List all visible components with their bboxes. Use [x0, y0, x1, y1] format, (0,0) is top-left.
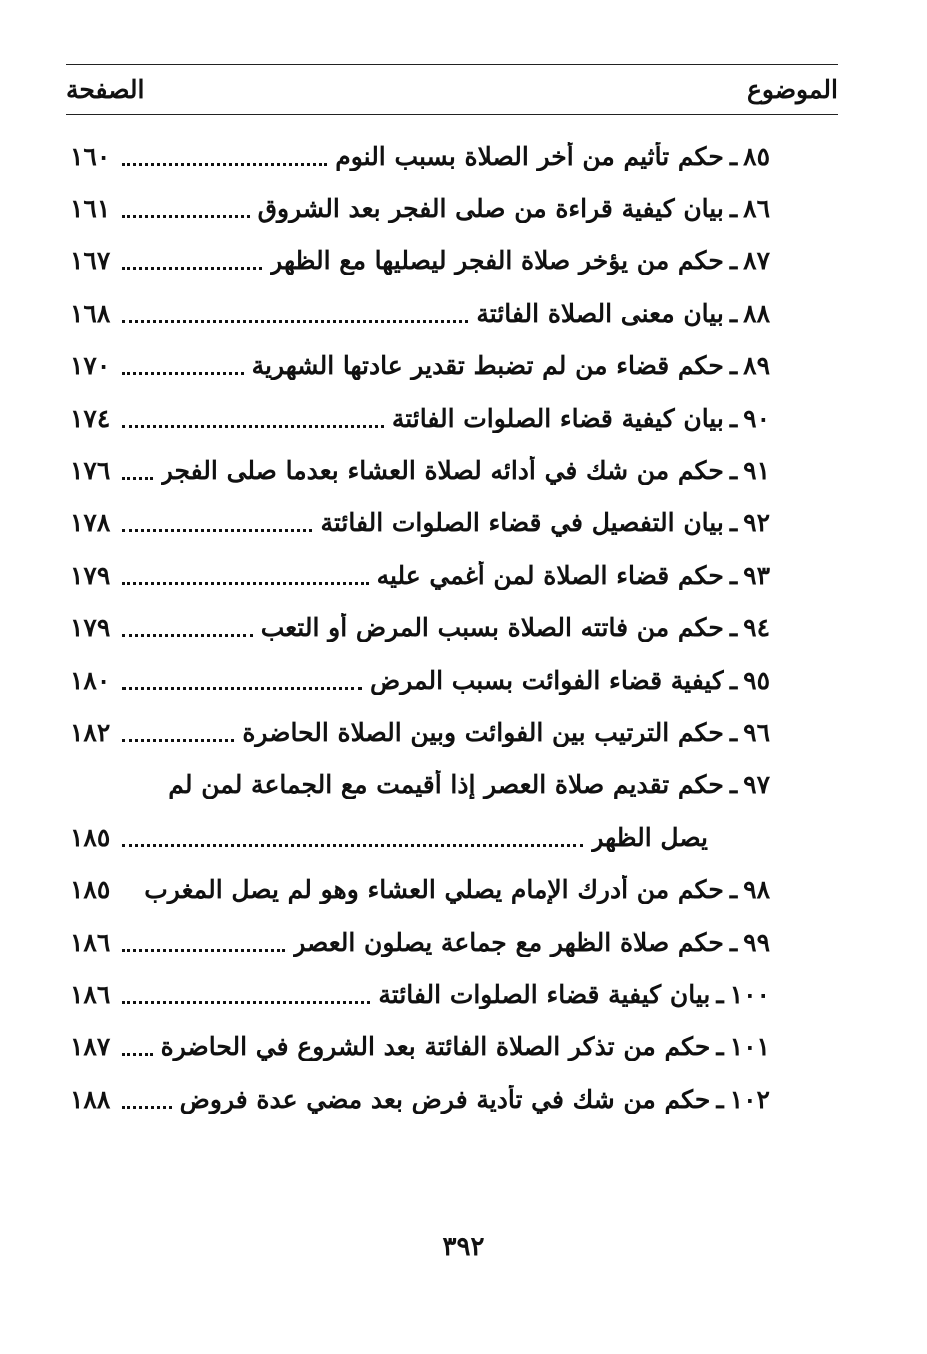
dot-leader	[122, 215, 250, 218]
entry-number: ٨٦	[743, 194, 770, 224]
toc-entry	[70, 130, 770, 182]
entry-title: بيان كيفية قضاء الصلوات الفائتة	[391, 403, 724, 433]
dot-leader	[122, 949, 285, 952]
entry-page: ١٨٥	[70, 875, 111, 905]
entry-page: ١٦٧	[70, 246, 111, 276]
entry-number: ٩٠	[743, 403, 770, 433]
entry-page: ١٨٧	[70, 1032, 111, 1062]
toc-entry	[70, 916, 770, 968]
toc-entry	[70, 968, 770, 1020]
toc-entry	[70, 182, 770, 234]
header-rule	[66, 114, 838, 115]
entry-title-line1: حكم تقديم صلاة العصر إذا أقيمت مع الجماعة لمن لم	[168, 770, 724, 800]
entry-number: ٩٨	[743, 875, 770, 905]
entry-dash: ـ	[729, 141, 738, 171]
entry-number: ٨٧	[743, 246, 770, 276]
entry-page: ١٨٦	[70, 979, 111, 1009]
entry-page: ١٧٩	[70, 613, 111, 643]
dot-leader	[122, 582, 369, 585]
entry-dash: ـ	[729, 508, 738, 538]
dot-leader	[122, 529, 312, 532]
entry-title: بيان معنى الصلاة الفائتة	[476, 298, 724, 328]
toc-header	[66, 68, 838, 110]
entry-page: ١٧٠	[70, 351, 111, 381]
entry-title: كيفية قضاء الفوائت بسبب المرض	[369, 665, 724, 695]
entry-title: حكم من تذكر الصلاة الفائتة بعد الشروع في الحاضرة	[160, 1032, 711, 1062]
toc-entry	[70, 444, 770, 496]
toc-entry	[70, 549, 770, 601]
entry-number: ٩٧	[743, 770, 770, 800]
entry-title: حكم تأثيم من أخر الصلاة بسبب النوم	[335, 141, 724, 171]
entry-dash: ـ	[729, 194, 738, 224]
entry-dash: ـ	[729, 456, 738, 486]
dot-leader	[122, 320, 468, 323]
entry-dash: ـ	[729, 351, 738, 381]
entry-number: ٨٩	[743, 351, 770, 381]
entry-dash: ـ	[729, 613, 738, 643]
entry-dash: ـ	[729, 560, 738, 590]
entry-number: ١٠٠	[729, 979, 770, 1009]
dot-leader	[122, 163, 327, 166]
entry-dash: ـ	[716, 1084, 724, 1114]
topic-column-label: الموضوع	[747, 74, 838, 104]
toc-entry	[70, 602, 770, 654]
entry-page: ١٧٩	[70, 560, 111, 590]
entry-page: ١٨٠	[70, 665, 111, 695]
entry-dash: ـ	[729, 717, 738, 747]
entry-number: ١٠٢	[729, 1084, 770, 1114]
entry-title-line2: يصل الظهر	[591, 822, 708, 852]
entry-title: حكم قضاء الصلاة لمن أغمي عليه	[376, 560, 724, 590]
entry-title: حكم من أدرك الإمام يصلي العشاء وهو لم يصل المغرب	[144, 875, 724, 905]
dot-leader	[122, 1053, 153, 1056]
entry-title: بيان كيفية قراءة من صلى الفجر بعد الشروق	[257, 194, 724, 224]
dot-leader	[122, 1106, 172, 1109]
entry-dash: ـ	[729, 403, 738, 433]
entry-page: ١٦٨	[70, 298, 111, 328]
dot-leader	[122, 477, 153, 480]
entry-number: ١٠١	[729, 1032, 770, 1062]
entry-title: حكم من شك في تأدية فرض بعد مضي عدة فروض	[179, 1084, 711, 1114]
entry-title: حكم من يؤخر صلاة الفجر ليصليها مع الظهر	[270, 246, 724, 276]
entry-page: ١٨٥	[70, 822, 111, 852]
top-rule	[66, 64, 838, 65]
entry-dash: ـ	[716, 1032, 724, 1062]
dot-leader	[122, 896, 136, 899]
toc-entry	[70, 340, 770, 392]
entry-page: ١٨٦	[70, 927, 111, 957]
entry-dash: ـ	[729, 665, 738, 695]
entry-number: ٩٥	[743, 665, 770, 695]
entry-title: حكم صلاة الظهر مع جماعة يصلون العصر	[293, 927, 724, 957]
entry-title: حكم من فاتته الصلاة بسبب المرض أو التعب	[260, 613, 724, 643]
toc-entry	[70, 235, 770, 287]
entry-title: حكم من شك في أدائه لصلاة العشاء بعدما صلى الفجر	[160, 456, 724, 486]
dot-leader	[122, 372, 244, 375]
entry-number: ٨٥	[743, 141, 770, 171]
toc-entries	[70, 130, 770, 1125]
entry-page: ١٧٦	[70, 456, 111, 486]
entry-dash: ـ	[729, 770, 738, 800]
entry-number: ٩١	[743, 456, 770, 486]
entry-title: بيان كيفية قضاء الصلوات الفائتة	[378, 979, 711, 1009]
dot-leader	[122, 739, 234, 742]
entry-page: ١٧٨	[70, 508, 111, 538]
entry-number: ٩٢	[743, 508, 770, 538]
toc-entry	[70, 392, 770, 444]
page-column-label: الصفحة	[66, 74, 145, 104]
dot-leader	[122, 425, 384, 428]
entry-dash: ـ	[729, 927, 738, 957]
entry-page: ١٨٨	[70, 1084, 111, 1114]
dot-leader	[122, 687, 362, 690]
toc-entry-wrapped-line1	[70, 759, 770, 811]
dot-leader	[122, 844, 583, 847]
toc-entry	[70, 287, 770, 339]
entry-page: ١٦٠	[70, 141, 111, 171]
entry-dash: ـ	[729, 246, 738, 276]
entry-number: ٩٩	[743, 927, 770, 957]
toc-entry	[70, 1073, 770, 1125]
toc-entry	[70, 706, 770, 758]
toc-entry	[70, 654, 770, 706]
entry-dash: ـ	[729, 298, 738, 328]
entry-number: ٨٨	[743, 298, 770, 328]
entry-title: حكم قضاء من لم تضبط تقدير عادتها الشهرية	[251, 351, 724, 381]
dot-leader	[122, 267, 262, 270]
toc-entry-wrapped-line2	[70, 811, 770, 863]
toc-entry	[70, 863, 770, 915]
dot-leader	[122, 1001, 370, 1004]
entry-page: ١٧٤	[70, 403, 111, 433]
dot-leader	[122, 634, 253, 637]
entry-dash: ـ	[729, 875, 738, 905]
page-number: ٣٩٢	[442, 1232, 485, 1262]
entry-page: ١٨٢	[70, 717, 111, 747]
toc-entry	[70, 1021, 770, 1073]
entry-dash: ـ	[716, 979, 724, 1009]
entry-page: ١٦١	[70, 194, 111, 224]
entry-title: بيان التفصيل في قضاء الصلوات الفائتة	[320, 508, 724, 538]
entry-title: حكم الترتيب بين الفوائت وبين الصلاة الحاضرة	[242, 717, 724, 747]
entry-number: ٩٣	[743, 560, 770, 590]
toc-entry	[70, 497, 770, 549]
entry-number: ٩٤	[743, 613, 770, 643]
entry-number: ٩٦	[743, 717, 770, 747]
